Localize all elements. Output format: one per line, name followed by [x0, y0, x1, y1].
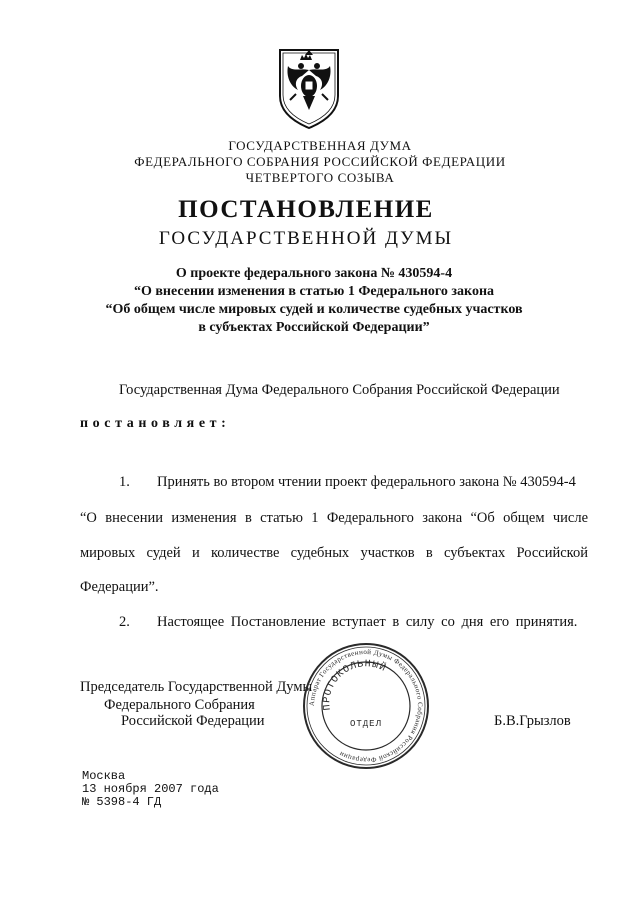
item-2-number: 2.: [119, 614, 130, 630]
subject-line-4: в субъектах Российской Федерации”: [198, 320, 430, 335]
item-1-first-line: [119, 474, 576, 491]
item-1-text-line-4: Федерации”.: [80, 579, 159, 595]
document-title: ПОСТАНОВЛЕНИЕ: [178, 196, 434, 223]
subject-line-1: О проекте федерального закона № 430594-4: [175, 266, 453, 281]
item-1-text-line-3: мировых судей и количестве судебных участков в субъектах Российской: [80, 545, 588, 561]
document-subtitle: ГОСУДАРСТВЕННОЙ ДУМЫ: [158, 228, 454, 249]
item-2-line: [119, 614, 577, 631]
header-line-1: ГОСУДАРСТВЕННАЯ ДУМА: [228, 138, 412, 153]
stamp-inner-bottom: ОТДЕЛ: [349, 719, 383, 729]
item-1-number: 1.: [119, 474, 130, 490]
footer-date: 13 ноября 2007 года: [82, 782, 219, 796]
footer-number: № 5398-4 ГД: [82, 795, 162, 809]
subject-line-2: “О внесении изменения в статью 1 Федерального закона: [133, 284, 495, 299]
subject-line-3: “Об общем числе мировых судей и количестве судебных участков: [105, 302, 523, 317]
preamble-text: Государственная Дума Федерального Собрания Российской Федерации: [119, 382, 560, 398]
item-1-text-line-2: “О внесении изменения в статью 1 Федерального закона “Об общем числе: [80, 510, 588, 526]
stamp-inner-top: ПРОТОКОЛЬНЫЙ: [322, 659, 388, 711]
item-1-text-line-1: Принять во втором чтении проект федерального закона № 430594-4: [157, 474, 576, 490]
header-line-2: ФЕДЕРАЛЬНОГО СОБРАНИЯ РОССИЙСКОЙ ФЕДЕРАЦИИ: [134, 154, 506, 169]
signature-position-line-2: Федерального Собрания: [104, 697, 255, 713]
stamp-outer-text: Аппарат Государственной Думы Федерального Собрания Российской Федерации: [307, 647, 425, 765]
resolves-text: постановляет:: [80, 416, 231, 431]
coat-of-arms-emblem: [274, 44, 344, 132]
signature-position-line-3: Российской Федерации: [121, 713, 265, 729]
signatory-name: Б.В.Грызлов: [494, 713, 571, 729]
footer-city: Москва: [82, 769, 126, 783]
signature-position-line-1: Председатель Государственной Думы: [80, 679, 313, 695]
item-2-text: Настоящее Постановление вступает в силу со дня его принятия.: [157, 614, 578, 630]
official-stamp: [300, 640, 432, 772]
header-line-3: ЧЕТВЕРТОГО СОЗЫВА: [245, 170, 395, 185]
